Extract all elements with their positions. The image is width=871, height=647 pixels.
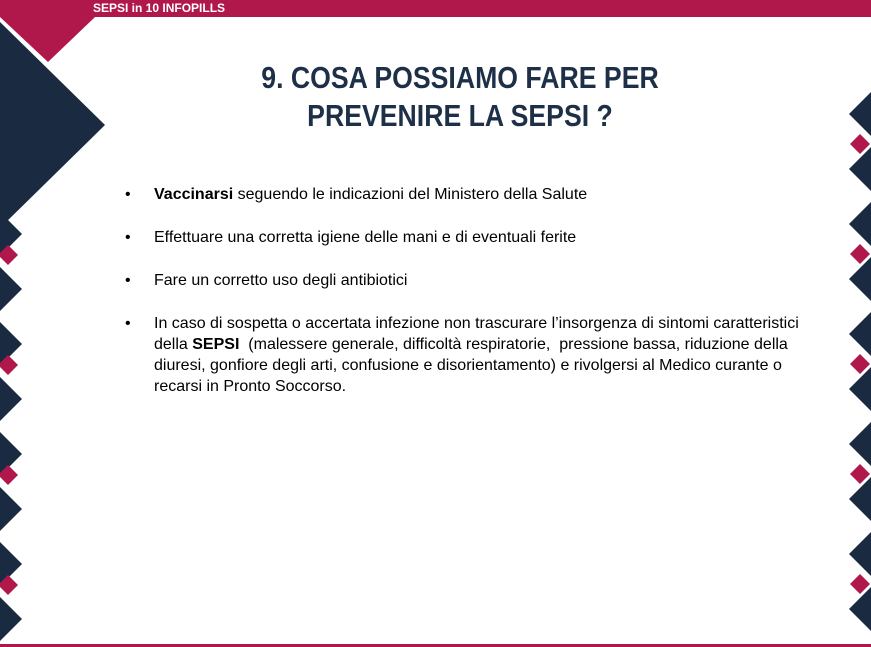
left-navy-tooth [0,267,22,311]
right-navy-tooth [849,92,871,136]
list-item [125,184,785,205]
item-text: seguendo le indicazioni del Ministero della Salute [233,186,588,203]
item-line-3: diuresi, gonfiore degli arti, confusione e disorientamento) e rivolgersi al Medico curante o [154,357,782,374]
item-text: • Effettuare una corretta igiene delle mani e di eventuali ferite [154,229,577,246]
right-navy-tooth [849,422,871,466]
right-navy-tooth [849,202,871,246]
right-navy-tooth [849,532,871,576]
list-item [125,270,785,291]
left-navy-tooth [0,377,22,421]
right-sawtooth [849,92,871,631]
page-title [202,59,718,135]
item-line-1: • In caso di sospetta o accertata infezione non trascurare l’insorgenza di sintomi caratteristici [154,315,799,332]
item-line-4: recarsi in Pronto Soccorso. [154,378,347,395]
item-line-2-post: (malessere generale, difficoltà respiratorie, pressione bassa, riduzione della [239,336,788,353]
left-navy-tooth [0,487,22,531]
prevention-list [125,184,799,419]
item-text: • Fare un corretto uso degli antibiotici [154,272,408,289]
left-navy-tooth [0,597,22,641]
left-sawtooth [0,212,22,641]
series-label: SEPSI in 10 INFOPILLS [93,1,226,15]
list-item [125,227,785,248]
item-bold-vaccinarsi: Vaccinarsi [154,186,234,203]
right-navy-tooth [849,312,871,356]
list-item [125,313,799,397]
title-line-1: 9. COSA POSSIAMO FARE PER [261,60,659,95]
item-line-2-pre: della [154,336,193,353]
item-bold-sepsi: SEPSI [192,336,240,353]
title-line-2: PREVENIRE LA SEPSI ? [307,98,613,133]
